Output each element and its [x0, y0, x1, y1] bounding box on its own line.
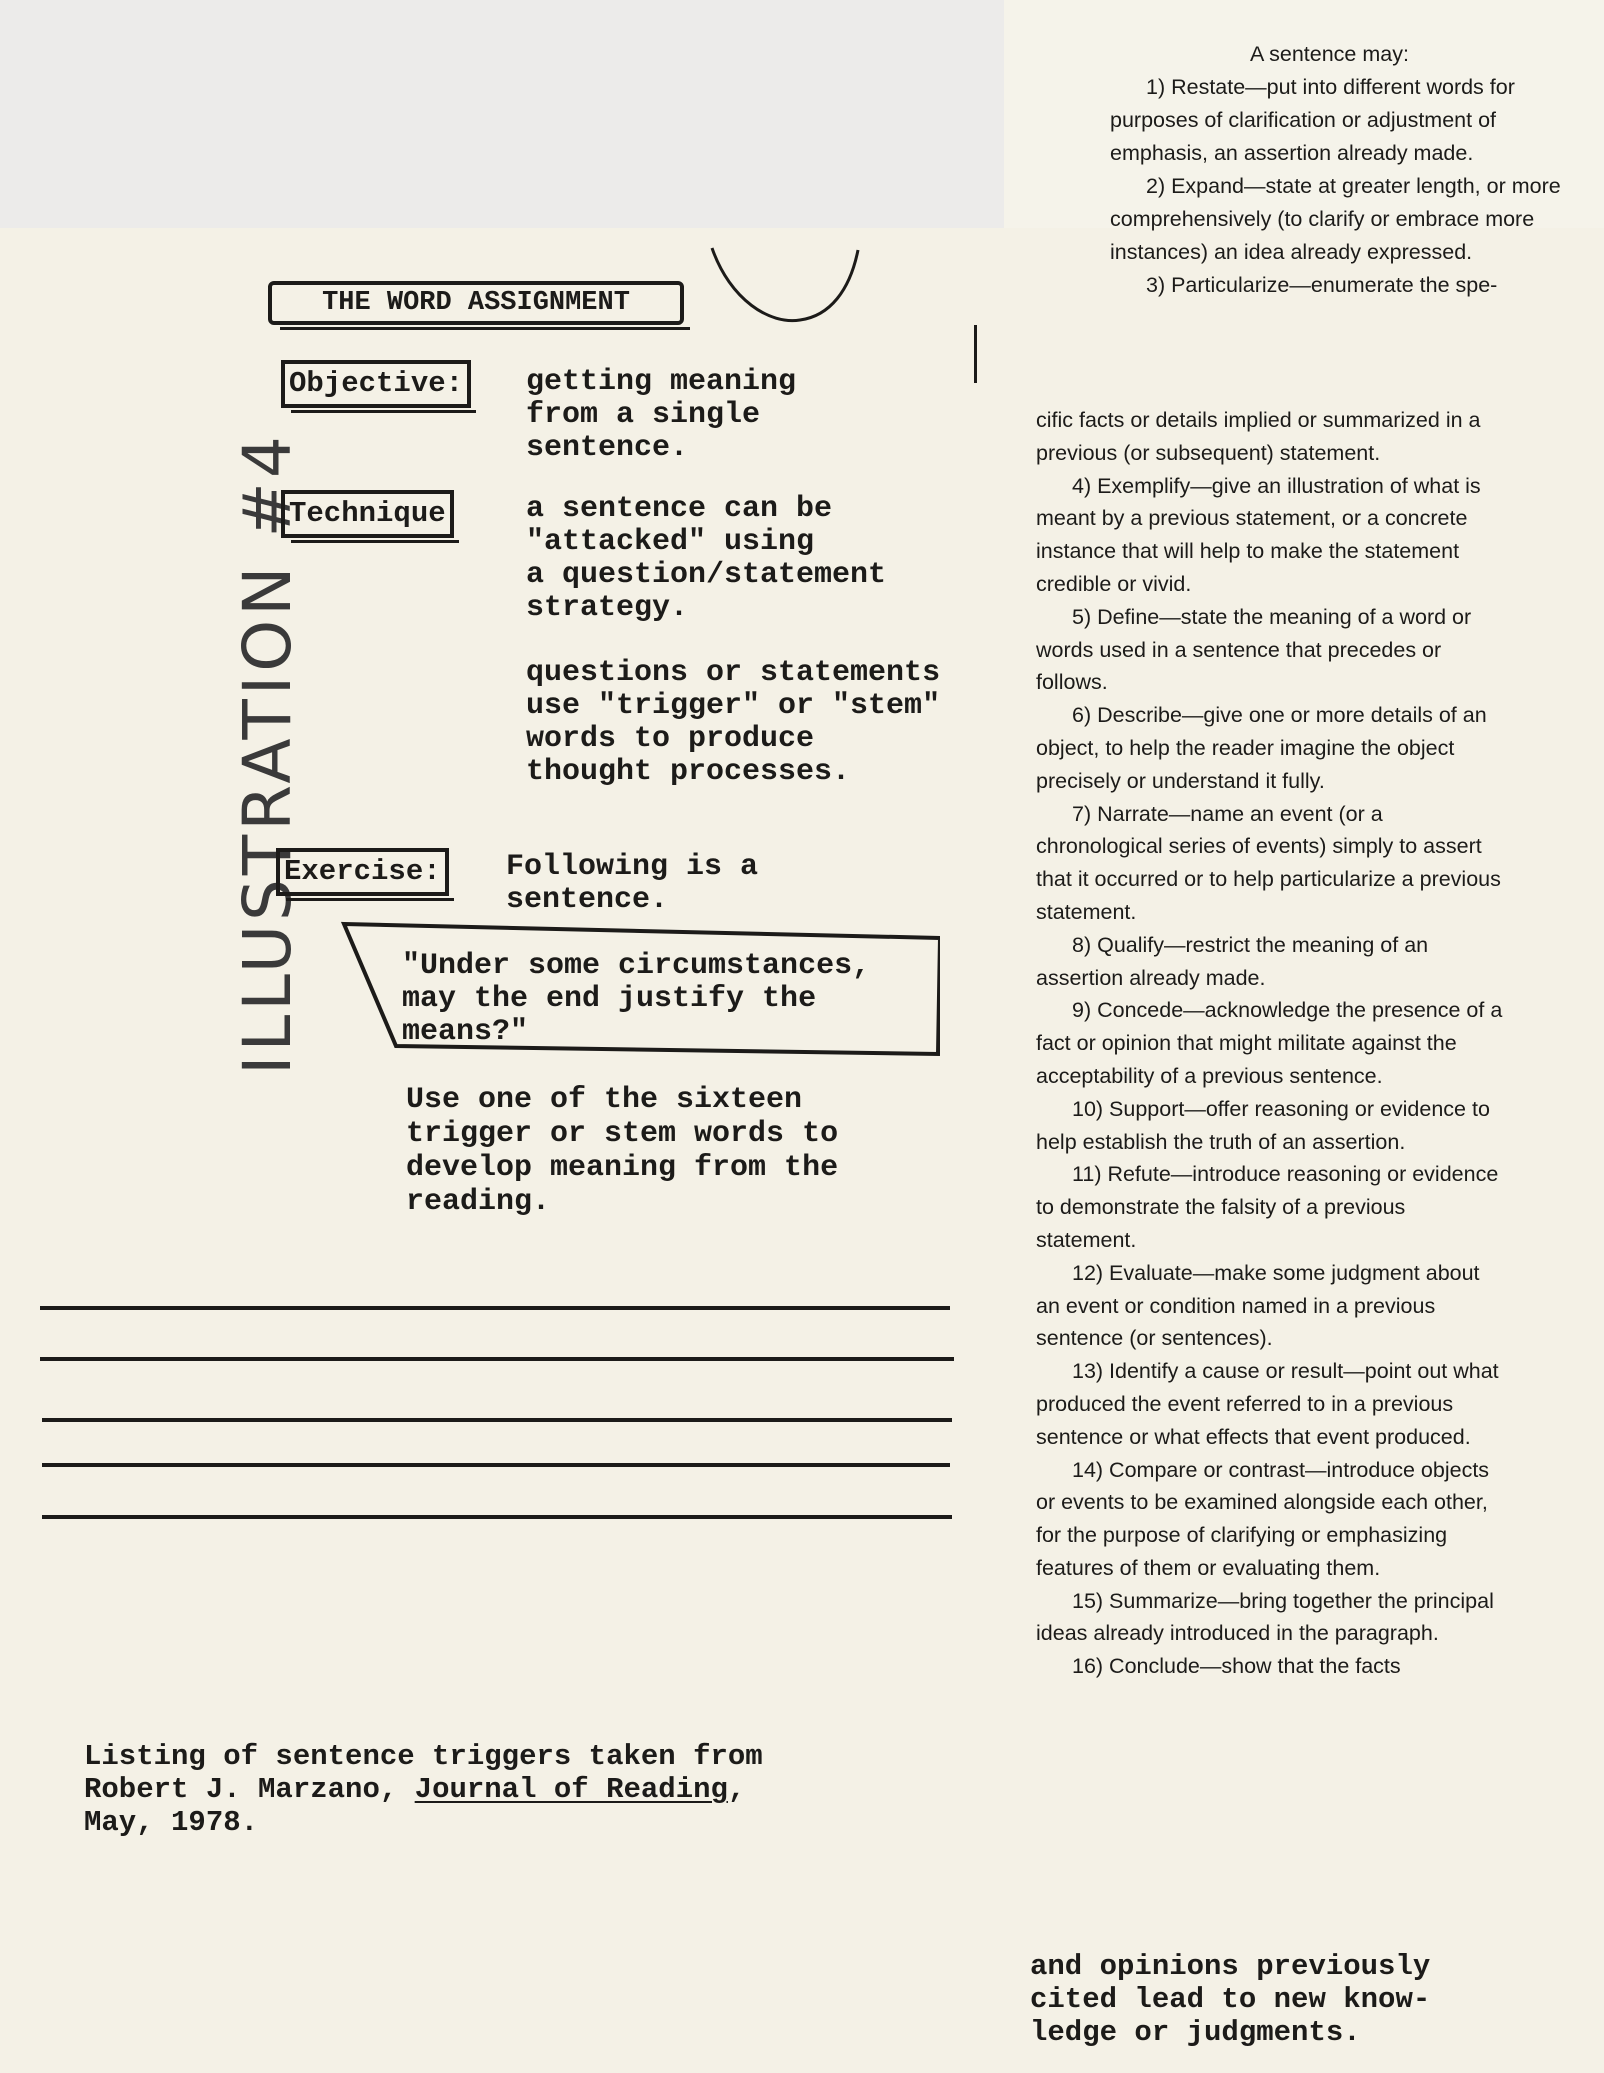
- answer-line-5: [42, 1515, 952, 1519]
- handwritten-label: ILLUSTRATION #4: [229, 432, 306, 1075]
- credit-line-2: [84, 1773, 763, 1806]
- clipping-top: [1110, 38, 1580, 302]
- answer-line-3: [42, 1418, 952, 1422]
- trigger-item-16-typed-end: and opinions previously cited lead to new know- ledge or judgments.: [1030, 1950, 1431, 2049]
- technique-label: Technique: [281, 490, 454, 538]
- clipping-heading: A sentence may:: [1250, 42, 1409, 66]
- objective-text: getting meaning from a single sentence.: [526, 365, 797, 465]
- credit-line-1: Listing of sentence triggers taken from: [84, 1740, 763, 1773]
- credit-author: Robert J. Marzano,: [84, 1773, 398, 1806]
- trigger-item-12: 12) Evaluate—make some judgment about an event or condition named in a previous sentence (or sentences).: [1036, 1260, 1480, 1351]
- exercise-instruction: Use one of the sixteen trigger or stem words to develop meaning from the reading.: [406, 1083, 839, 1219]
- credit-punct: ,: [727, 1773, 746, 1806]
- trigger-item-9: 9) Concede—acknowledge the presence of a fact or opinion that might militate against the acceptability of a previous sentence.: [1036, 998, 1503, 1088]
- quote-text: "Under some circumstances, may the end justify the means?": [402, 949, 871, 1049]
- trigger-item-3-start: 3) Particularize—enumerate the spe-: [1146, 273, 1498, 297]
- trigger-item-4: 4) Exemplify—give an illustration of what is meant by a previous statement, or a concrete instance that will help to make the statement credible or vivid.: [1036, 473, 1481, 596]
- trigger-item-7: 7) Narrate—name an event (or a chronological series of events) simply to assert that it occurred or to help particularize a previous statement.: [1036, 801, 1501, 924]
- trigger-item-15: 15) Summarize—bring together the principal ideas already introduced in the paragraph.: [1036, 1588, 1494, 1646]
- trigger-item-14: 14) Compare or contrast—introduce objects or events to be examined alongside each other, for the purpose of clarifying or emphasizing features of them or evaluating them.: [1036, 1457, 1490, 1580]
- trigger-item-5: 5) Define—state the meaning of a word or words used in a sentence that precedes or follows.: [1036, 604, 1472, 695]
- answer-line-4: [42, 1463, 950, 1467]
- trigger-item-1: 1) Restate—put into different words for purposes of clarification or adjustment of emphasis, an assertion already made.: [1110, 75, 1515, 165]
- answer-line-1: [40, 1306, 950, 1310]
- page-title: THE WORD ASSIGNMENT: [268, 281, 684, 325]
- arc-doodle-icon: [700, 240, 870, 330]
- credit-journal: Journal of Reading: [414, 1773, 728, 1806]
- quote-box: [340, 918, 940, 1058]
- credit-line-3: May, 1978.: [84, 1806, 259, 1839]
- technique-text: a sentence can be "attacked" using a question/statement strategy.: [526, 492, 887, 625]
- source-credit: [84, 1740, 763, 1839]
- trigger-item-10: 10) Support—offer reasoning or evidence to help establish the truth of an assertion.: [1036, 1096, 1490, 1154]
- trigger-item-3-end: cific facts or details implied or summarized in a previous (or subsequent) statement.: [1036, 408, 1481, 465]
- technique-text-2: questions or statements use "trigger" or "stem" words to produce thought processes.: [526, 656, 941, 789]
- trigger-item-11: 11) Refute—introduce reasoning or evidence to demonstrate the falsity of a previous statement.: [1036, 1162, 1499, 1252]
- objective-label: Objective:: [281, 360, 471, 408]
- exercise-label: Exercise:: [276, 848, 449, 896]
- answer-line-2: [40, 1357, 954, 1361]
- trigger-item-8: 8) Qualify—restrict the meaning of an assertion already made.: [1036, 932, 1429, 990]
- exercise-text: Following is a sentence.: [506, 850, 759, 917]
- trigger-item-2: 2) Expand—state at greater length, or more comprehensively (to clarify or embrace more instances) an idea already expressed.: [1110, 174, 1561, 264]
- trigger-item-6: 6) Describe—give one or more details of an object, to help the reader imagine the object precisely or understand it fully.: [1036, 703, 1487, 793]
- margin-tick: [974, 325, 977, 383]
- trigger-item-13: 13) Identify a cause or result—point out what produced the event referred to in a previous sentence or what effects that event produced.: [1036, 1359, 1499, 1449]
- trigger-item-16: 16) Conclude—show that the facts: [1072, 1654, 1401, 1679]
- trigger-list: [1036, 404, 1506, 1683]
